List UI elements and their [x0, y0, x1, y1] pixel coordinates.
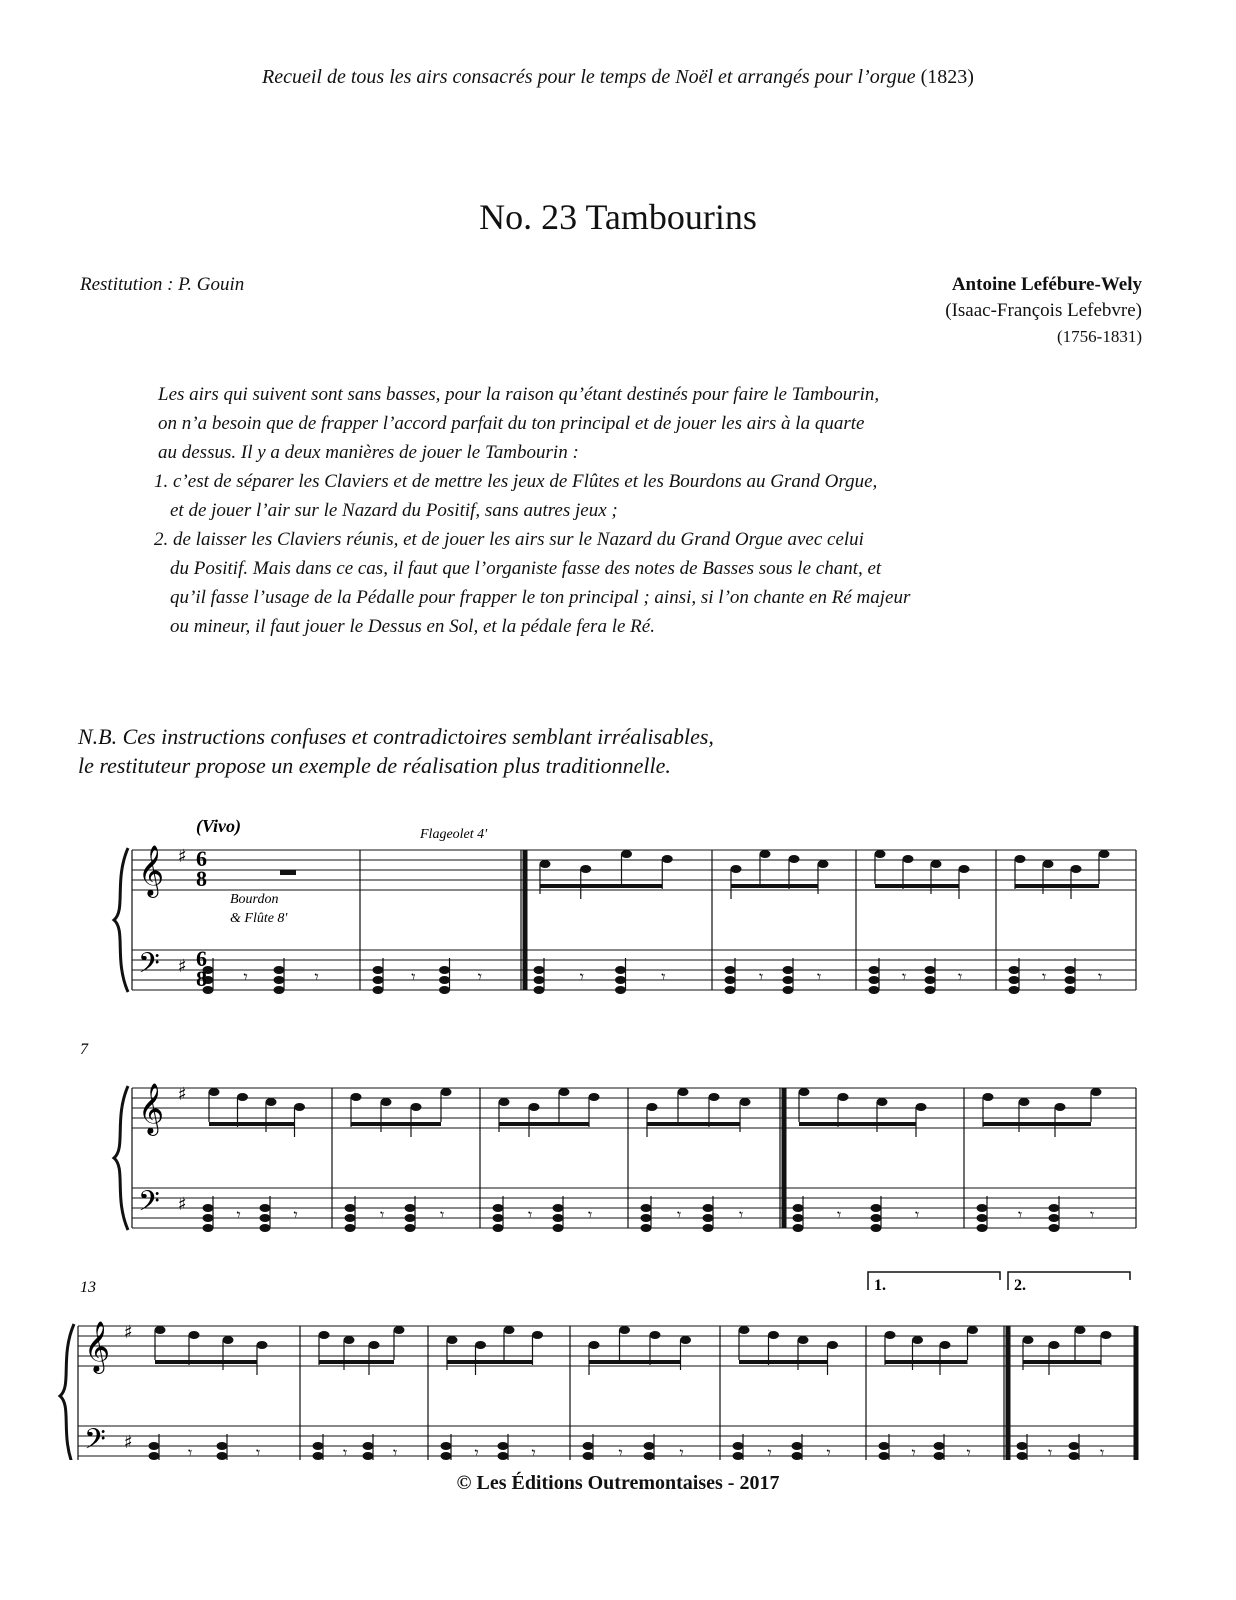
melody-note — [983, 1093, 994, 1101]
bass-chord-note — [203, 1214, 214, 1222]
bass-chord-note — [203, 1204, 214, 1212]
restitution-credit: Restitution : P. Gouin — [80, 274, 245, 295]
bass-chord-note — [725, 976, 736, 984]
bass-chord-note — [260, 1224, 271, 1232]
bass-chord-note — [869, 986, 880, 994]
time-sig-bottom: 8 — [196, 866, 207, 891]
melody-note — [369, 1341, 380, 1349]
melody-note — [411, 1103, 422, 1111]
bass-chord-note — [934, 1442, 945, 1450]
bass-chord-note — [615, 986, 626, 994]
bass-chord-note — [373, 966, 384, 974]
melody-note — [580, 865, 591, 873]
eighth-rest-icon: 𝄾 — [411, 967, 416, 986]
eighth-rest-icon: 𝄾 — [243, 967, 248, 986]
bass-chord-note — [534, 976, 545, 984]
tempo-marking: (Vivo) — [196, 816, 241, 836]
eighth-rest-icon: 𝄾 — [618, 1443, 623, 1460]
bass-chord-note — [583, 1452, 594, 1460]
bass-chord-note — [441, 1442, 452, 1450]
registration-bourdon: Bourdon — [230, 892, 279, 907]
volta-bracket — [1008, 1272, 1130, 1290]
bass-chord-note — [498, 1452, 509, 1460]
melody-note — [1075, 1326, 1086, 1334]
melody-note — [740, 1098, 751, 1106]
bass-chord-note — [641, 1204, 652, 1212]
eighth-rest-icon: 𝄾 — [661, 967, 666, 986]
bass-chord-note — [1065, 976, 1076, 984]
melody-note — [589, 1093, 600, 1101]
bass-chord-note — [260, 1204, 271, 1212]
bass-chord-note — [793, 1214, 804, 1222]
preface-line: 2. de laisser les Claviers réunis, et de jouer les airs sur le Nazard du Grand Orgue avec celui — [154, 529, 864, 550]
whole-rest-icon — [280, 870, 296, 875]
bass-chord-note — [934, 1452, 945, 1460]
preface-line: 1. c’est de séparer les Claviers et de mettre les jeux de Flûtes et les Bourdons au Grand Orgue, — [154, 471, 878, 492]
bass-chord-note — [1065, 986, 1076, 994]
bass-chord-note — [977, 1224, 988, 1232]
bass-chord-note — [977, 1214, 988, 1222]
melody-note — [619, 1326, 630, 1334]
melody-note — [739, 1326, 750, 1334]
melody-note — [475, 1341, 486, 1349]
bass-chord-note — [345, 1224, 356, 1232]
bass-chord-note — [493, 1224, 504, 1232]
volta-second: 2. — [1014, 1277, 1026, 1294]
melody-note — [650, 1331, 661, 1339]
bass-chord-note — [783, 966, 794, 974]
eighth-rest-icon: 𝄾 — [958, 967, 963, 986]
bass-chord-note — [1017, 1442, 1028, 1450]
bass-chord-note — [793, 1224, 804, 1232]
eighth-rest-icon: 𝄾 — [1018, 1205, 1023, 1224]
melody-note — [1015, 855, 1026, 863]
bass-chord-note — [871, 1204, 882, 1212]
melody-note — [1071, 865, 1082, 873]
score-notation — [60, 845, 1136, 1460]
bass-chord-note — [703, 1224, 714, 1232]
bass-chord-note — [1069, 1442, 1080, 1450]
eighth-rest-icon: 𝄾 — [380, 1205, 385, 1224]
melody-note — [916, 1103, 927, 1111]
eighth-rest-icon: 𝄾 — [837, 1205, 842, 1224]
eighth-rest-icon: 𝄾 — [679, 1443, 684, 1460]
eighth-rest-icon: 𝄾 — [188, 1443, 193, 1460]
bass-chord-note — [313, 1442, 324, 1450]
sharp-icon: ♯ — [178, 956, 187, 977]
bass-chord-note — [373, 986, 384, 994]
bass-chord-note — [149, 1442, 160, 1450]
melody-note — [223, 1336, 234, 1344]
melody-note — [319, 1331, 330, 1339]
bass-chord-note — [792, 1442, 803, 1450]
melody-note — [838, 1093, 849, 1101]
melody-note — [237, 1093, 248, 1101]
preface-line: du Positif. Mais dans ce cas, il faut que l’organiste fasse des notes de Basses sous le chant, et — [170, 558, 882, 579]
eighth-rest-icon: 𝄾 — [528, 1205, 533, 1224]
melody-note — [912, 1336, 923, 1344]
eighth-rest-icon: 𝄾 — [393, 1443, 398, 1460]
bass-chord-note — [274, 986, 285, 994]
bass-chord-note — [439, 966, 450, 974]
eighth-rest-icon: 𝄾 — [531, 1443, 536, 1460]
preface-text — [154, 380, 1118, 641]
bass-chord-note — [534, 966, 545, 974]
eighth-rest-icon: 𝄾 — [440, 1205, 445, 1224]
eighth-rest-icon: 𝄾 — [477, 967, 483, 986]
sharp-icon: ♯ — [178, 846, 187, 867]
melody-note — [1049, 1341, 1060, 1349]
eighth-rest-icon: 𝄾 — [826, 1443, 831, 1460]
melody-note — [499, 1098, 510, 1106]
melody-note — [529, 1103, 540, 1111]
registration-flute: & Flûte 8' — [230, 911, 288, 926]
eighth-rest-icon: 𝄾 — [314, 967, 319, 986]
bass-chord-note — [733, 1452, 744, 1460]
melody-note — [1101, 1331, 1112, 1339]
brace — [114, 848, 128, 992]
preface-line: qu’il fasse l’usage de la Pédalle pour frapper le ton principal ; ainsi, si l’on chante en Ré majeur — [170, 587, 911, 608]
bass-chord-note — [405, 1214, 416, 1222]
measure-number: 7 — [80, 1041, 88, 1058]
collection-year: (1823) — [920, 66, 974, 88]
time-sig-bottom: 8 — [196, 966, 207, 991]
preface-line: au dessus. Il y a deux manières de jouer le Tambourin : — [158, 442, 579, 463]
bass-chord-note — [1049, 1214, 1060, 1222]
bass-chord-note — [493, 1204, 504, 1212]
melody-note — [540, 860, 551, 868]
melody-note — [351, 1093, 362, 1101]
bass-chord-note — [925, 966, 936, 974]
bass-chord-note — [879, 1442, 890, 1450]
bass-chord-note — [925, 976, 936, 984]
eighth-rest-icon: 𝄾 — [1042, 967, 1047, 986]
melody-note — [768, 1331, 779, 1339]
bass-chord-note — [733, 1442, 744, 1450]
melody-note — [344, 1336, 355, 1344]
bass-chord-note — [274, 976, 285, 984]
bass-chord-note — [274, 966, 285, 974]
eighth-rest-icon: 𝄾 — [677, 1205, 682, 1224]
bass-chord-note — [405, 1204, 416, 1212]
melody-note — [647, 1103, 658, 1111]
eighth-rest-icon: 𝄾 — [759, 967, 764, 986]
melody-note — [827, 1341, 838, 1349]
bass-clef-icon: 𝄢 — [138, 1185, 160, 1225]
melody-note — [903, 855, 914, 863]
melody-note — [1055, 1103, 1066, 1111]
melody-note — [189, 1331, 200, 1339]
bass-chord-note — [977, 1204, 988, 1212]
sharp-icon: ♯ — [124, 1322, 133, 1343]
composer-block — [945, 272, 1142, 350]
melody-note — [799, 1088, 810, 1096]
collection-name: Recueil de tous les airs consacrés pour le temps de Noël et arrangés pour l’orgue — [262, 66, 916, 88]
registration-flageolet: Flageolet 4' — [420, 827, 488, 842]
melody-note — [504, 1326, 515, 1334]
melody-note — [967, 1326, 978, 1334]
bass-chord-note — [441, 1452, 452, 1460]
composer-dates: (1756-1831) — [1057, 327, 1142, 346]
bass-chord-note — [725, 966, 736, 974]
melody-note — [798, 1336, 809, 1344]
eighth-rest-icon: 𝄾 — [293, 1205, 298, 1224]
eighth-rest-icon: 𝄾 — [1090, 1205, 1095, 1224]
melody-note — [662, 855, 673, 863]
composer-alt-name: (Isaac-François Lefebvre) — [945, 300, 1142, 321]
eighth-rest-icon: 𝄾 — [915, 1205, 920, 1224]
editor-note — [78, 722, 714, 780]
bass-chord-note — [1009, 986, 1020, 994]
bass-chord-note — [641, 1214, 652, 1222]
bass-chord-note — [871, 1224, 882, 1232]
bass-chord-note — [783, 976, 794, 984]
bass-clef-icon: 𝄢 — [84, 1423, 106, 1460]
bass-chord-note — [313, 1452, 324, 1460]
bass-chord-note — [1065, 966, 1076, 974]
time-signature-bass — [196, 946, 207, 991]
bass-chord-note — [879, 1452, 890, 1460]
melody-note — [877, 1098, 888, 1106]
bass-chord-note — [1049, 1224, 1060, 1232]
time-sig-top: 6 — [196, 946, 207, 971]
treble-clef-icon: 𝄞 — [138, 845, 165, 896]
bass-chord-note — [493, 1214, 504, 1222]
eighth-rest-icon: 𝄾 — [474, 1443, 479, 1460]
composer-name: Antoine Lefébure-Wely — [951, 274, 1142, 295]
bass-chord-note — [615, 966, 626, 974]
melody-note — [532, 1331, 543, 1339]
eighth-rest-icon: 𝄾 — [817, 967, 822, 986]
bass-clef-icon: 𝄢 — [138, 947, 160, 987]
time-sig-top: 6 — [196, 846, 207, 871]
melody-note — [678, 1088, 689, 1096]
bass-chord-note — [644, 1452, 655, 1460]
bass-chord-note — [363, 1442, 374, 1450]
melody-note — [709, 1093, 720, 1101]
bass-chord-note — [405, 1224, 416, 1232]
sharp-icon: ♯ — [178, 1084, 187, 1105]
bass-chord-note — [783, 986, 794, 994]
bass-chord-note — [703, 1204, 714, 1212]
volta-bracket — [868, 1272, 1000, 1290]
bass-chord-note — [217, 1442, 228, 1450]
eighth-rest-icon: 𝄾 — [902, 967, 907, 986]
brace — [60, 1324, 74, 1460]
melody-note — [1043, 860, 1054, 868]
eighth-rest-icon: 𝄾 — [236, 1205, 241, 1224]
bass-chord-note — [534, 986, 545, 994]
bass-chord-note — [553, 1214, 564, 1222]
melody-note — [875, 850, 886, 858]
brace — [114, 1086, 128, 1230]
treble-clef-icon: 𝄞 — [138, 1083, 165, 1134]
bass-chord-note — [1009, 976, 1020, 984]
melody-note — [1019, 1098, 1030, 1106]
eighth-rest-icon: 𝄾 — [256, 1443, 261, 1460]
collection-title — [0, 66, 1236, 89]
melody-note — [394, 1326, 405, 1334]
melody-note — [731, 865, 742, 873]
eighth-rest-icon: 𝄾 — [767, 1443, 772, 1460]
bass-chord-note — [641, 1224, 652, 1232]
bass-chord-note — [1049, 1204, 1060, 1212]
sharp-icon: ♯ — [178, 1194, 187, 1215]
eighth-rest-icon: 𝄾 — [579, 967, 585, 986]
volta-first: 1. — [874, 1277, 886, 1294]
melody-note — [818, 860, 829, 868]
bass-chord-note — [792, 1452, 803, 1460]
bass-chord-note — [439, 976, 450, 984]
bass-chord-note — [725, 986, 736, 994]
music-score — [0, 800, 1236, 1460]
eighth-rest-icon: 𝄾 — [1098, 967, 1103, 986]
bass-chord-note — [149, 1452, 160, 1460]
eighth-rest-icon: 𝄾 — [588, 1205, 593, 1224]
bass-chord-note — [703, 1214, 714, 1222]
melody-note — [621, 850, 632, 858]
bass-chord-note — [553, 1224, 564, 1232]
bass-chord-note — [553, 1204, 564, 1212]
bass-chord-note — [1009, 966, 1020, 974]
piece-title: No. 23 Tambourins — [479, 197, 757, 237]
eighth-rest-icon: 𝄾 — [1048, 1443, 1053, 1460]
melody-note — [680, 1336, 691, 1344]
melody-note — [1099, 850, 1110, 858]
eighth-rest-icon: 𝄾 — [1100, 1443, 1105, 1460]
sharp-icon: ♯ — [124, 1432, 133, 1453]
measure-number: 13 — [80, 1279, 96, 1296]
treble-clef-icon: 𝄞 — [84, 1321, 111, 1372]
eighth-rest-icon: 𝄾 — [343, 1443, 348, 1460]
melody-note — [959, 865, 970, 873]
melody-note — [559, 1088, 570, 1096]
melody-note — [931, 860, 942, 868]
editor-note-line: le restituteur propose un exemple de réalisation plus traditionnelle. — [78, 753, 671, 778]
eighth-rest-icon: 𝄾 — [739, 1205, 744, 1224]
bass-chord-note — [363, 1452, 374, 1460]
preface-line: on n’a besoin que de frapper l’accord parfait du ton principal et de jouer les airs à la quarte — [158, 413, 865, 434]
melody-note — [589, 1341, 600, 1349]
melody-note — [940, 1341, 951, 1349]
eighth-rest-icon: 𝄾 — [966, 1443, 971, 1460]
bass-chord-note — [869, 976, 880, 984]
melody-note — [1091, 1088, 1102, 1096]
bass-chord-note — [373, 976, 384, 984]
editor-note-line: N.B. Ces instructions confuses et contradictoires semblant irréalisables, — [78, 724, 714, 749]
preface-line: Les airs qui suivent sont sans basses, pour la raison qu’étant destinés pour faire le Tambourin, — [158, 384, 880, 405]
melody-note — [447, 1336, 458, 1344]
time-signature-treble — [196, 846, 207, 891]
bass-chord-note — [793, 1204, 804, 1212]
melody-note — [209, 1088, 220, 1096]
bass-chord-note — [1017, 1452, 1028, 1460]
eighth-rest-icon: 𝄾 — [911, 1443, 916, 1460]
bass-chord-note — [871, 1214, 882, 1222]
bass-chord-note — [1069, 1452, 1080, 1460]
melody-note — [257, 1341, 268, 1349]
bass-chord-note — [439, 986, 450, 994]
melody-note — [155, 1326, 166, 1334]
melody-note — [441, 1088, 452, 1096]
preface-line: ou mineur, il faut jouer le Dessus en Sol, et la pédale fera le Ré. — [170, 616, 655, 637]
melody-note — [1023, 1336, 1034, 1344]
bass-chord-note — [869, 966, 880, 974]
bass-chord-note — [644, 1442, 655, 1450]
bass-chord-note — [203, 1224, 214, 1232]
bass-chord-note — [498, 1442, 509, 1450]
melody-note — [294, 1103, 305, 1111]
melody-note — [885, 1331, 896, 1339]
melody-note — [760, 850, 771, 858]
bass-chord-note — [260, 1214, 271, 1222]
bass-chord-note — [583, 1442, 594, 1450]
copyright-footer: © Les Éditions Outremontaises - 2017 — [456, 1472, 780, 1494]
preface-line: et de jouer l’air sur le Nazard du Positif, sans autres jeux ; — [170, 500, 618, 521]
melody-note — [789, 855, 800, 863]
bass-chord-note — [217, 1452, 228, 1460]
bass-chord-note — [345, 1204, 356, 1212]
melody-note — [266, 1098, 277, 1106]
bass-chord-note — [615, 976, 626, 984]
melody-note — [381, 1098, 392, 1106]
bass-chord-note — [345, 1214, 356, 1222]
bass-chord-note — [925, 986, 936, 994]
